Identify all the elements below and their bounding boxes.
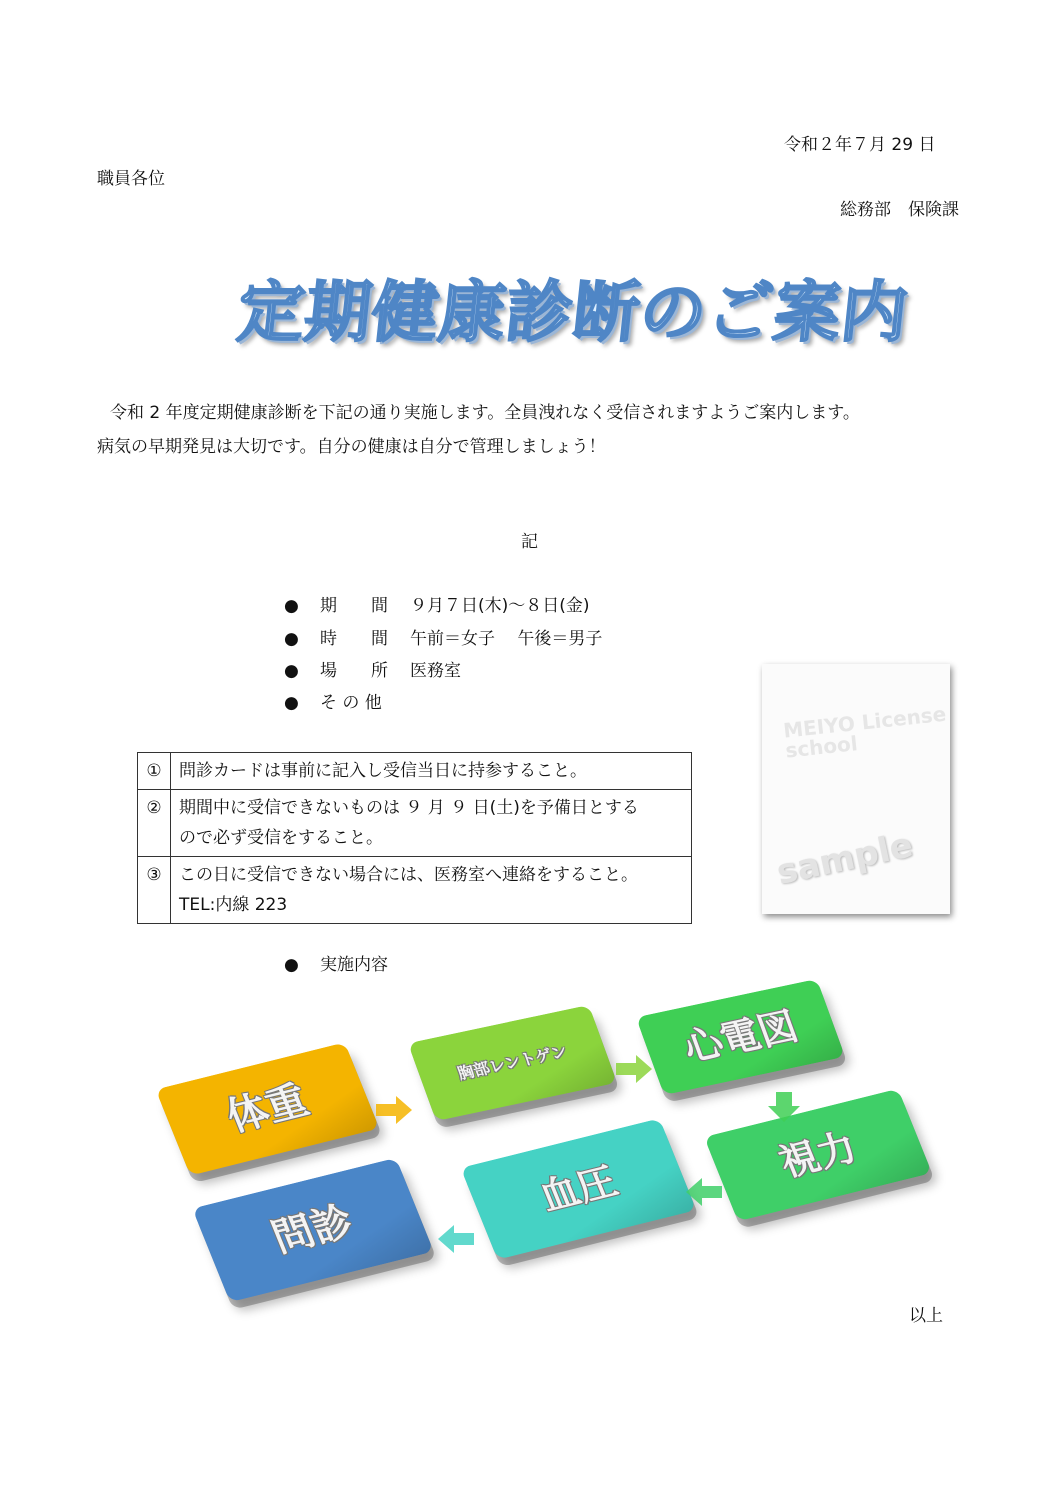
flow-step	[155, 1042, 379, 1175]
flow-arrow-icon	[436, 1222, 476, 1256]
item-label: 時 間	[320, 629, 388, 649]
item-label: そ の 他	[320, 693, 382, 713]
flow-step	[704, 1089, 932, 1222]
flow-arrow-icon	[374, 1093, 414, 1127]
note-number: ①	[138, 753, 171, 790]
flow-arrow-icon	[684, 1175, 724, 1209]
sample-image	[762, 664, 950, 914]
flow-step-label: 血圧	[533, 1159, 624, 1219]
intro-line-1: 令和 2 年度定期健康診断を下記の通り実施します。全員洩れなく受信されますようご案内します。	[110, 403, 860, 423]
flow-step-label: 胸部	[454, 1058, 493, 1084]
note-line: TEL:内線 223	[179, 895, 288, 915]
recipient: 職員各位	[97, 169, 165, 189]
flow-step-label: 体重	[219, 1077, 316, 1141]
note-text	[171, 753, 692, 790]
flow-step-label: 問診	[265, 1198, 361, 1262]
flow-step	[461, 1118, 697, 1259]
flow-step	[192, 1158, 434, 1302]
ki-heading: 記	[521, 532, 538, 552]
bullet-icon: ●	[284, 629, 299, 649]
flow-step-label: 心電図	[677, 1004, 804, 1070]
bullet-icon: ●	[284, 693, 299, 713]
bullet-icon: ●	[284, 661, 299, 681]
flow-step	[636, 979, 845, 1095]
flow-step-label: レントゲン	[486, 1041, 570, 1077]
table-row	[138, 857, 692, 924]
note-line: 期間中に受信できないものは ９ 月 ９ 日(土)を予備日とする	[179, 798, 639, 818]
note-number: ③	[138, 857, 171, 924]
department: 総務部 保険課	[840, 200, 959, 220]
note-text	[171, 857, 692, 924]
closing-text: 以上	[909, 1306, 943, 1326]
intro-line-2: 病気の早期発見は大切です。自分の健康は自分で管理しましょう！	[97, 437, 606, 457]
bullet-icon: ●	[284, 955, 299, 975]
content-heading-label: 実施内容	[320, 955, 388, 975]
flow-step-label: 視力	[772, 1125, 864, 1185]
table-row	[138, 790, 692, 857]
notes-table	[137, 752, 692, 924]
item-value: ９月７日(木)～８日(金)	[410, 596, 590, 616]
flow-step	[408, 1005, 617, 1121]
note-number: ②	[138, 790, 171, 857]
flow-arrow-icon	[614, 1052, 654, 1086]
document-title: 定期健康診断のご案内	[234, 274, 913, 351]
watermark-sample: sample	[773, 825, 917, 893]
table-row	[138, 753, 692, 790]
document-date: 令和２年７月 29 日	[784, 135, 936, 155]
note-text	[171, 790, 692, 857]
item-label: 場 所	[320, 661, 388, 681]
item-value: 午前＝女子 午後＝男子	[410, 629, 603, 649]
note-line: この日に受信できない場合には、医務室へ連絡をすること。	[179, 865, 638, 885]
note-line: ので必ず受信をすること。	[179, 828, 383, 848]
watermark-school: MEIYO License school	[782, 701, 948, 763]
flow-arrow-icon	[764, 1090, 804, 1124]
item-value: 医務室	[410, 661, 461, 681]
item-label: 期 間	[320, 596, 388, 616]
note-line: 問診カードは事前に記入し受信当日に持参すること。	[179, 761, 587, 781]
bullet-icon: ●	[284, 596, 299, 616]
